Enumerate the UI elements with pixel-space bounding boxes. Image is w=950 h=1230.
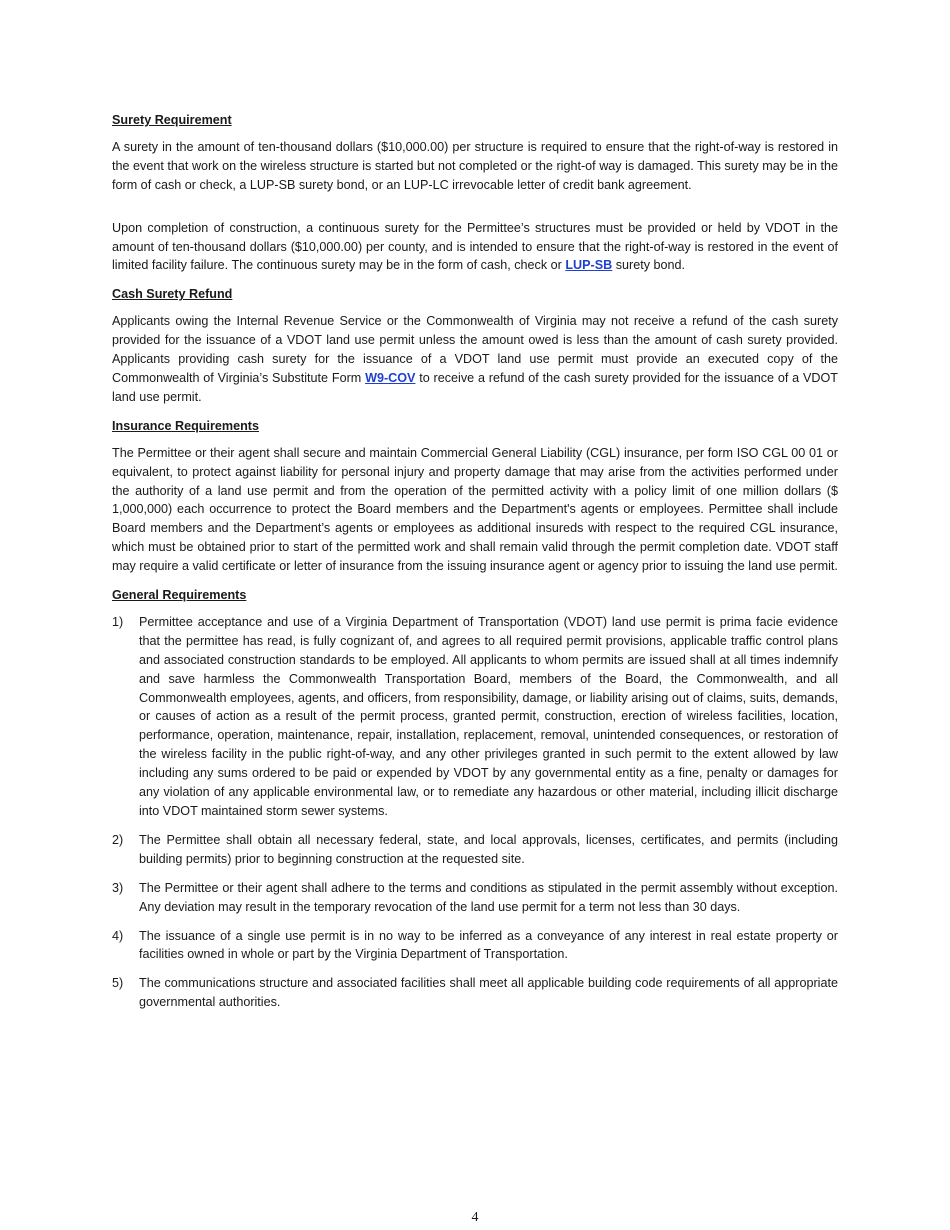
surety-heading: Surety Requirement [112,113,232,127]
general-heading: General Requirements [112,588,247,603]
cash-refund-tail: to receive a refund of the cash surety provided for the issuance of a VDOT land use permit. [112,370,838,404]
list-item-text: The communications structure and associated facilities shall meet all applicable building code requirements of all appropriate governmental authorities. [139,976,838,1010]
surety-paragraph-1: A surety in the amount of ten-thousand dollars ($10,000.00) per structure is required to ensure that the right-of-way is restored in the event that work on the wireless structure is started but not completed or the right-of way is damaged. This surety may be in the form of cash or check, a LUP-SB surety bond, or an LUP-LC irrevocable letter of credit bank agreement. [112,139,838,192]
surety-p2-text: Upon completion of construction, a continuous surety for the Permittee’s structures must be provided or held by VDOT in the amount of ten-thousand dollars ($10,000.00) per county, and is intended to ensure that the right-of-way is restored in the event of limited facility failure. The continuous surety may be in the form of cash, check or [112,220,838,273]
surety-p2-tail: surety bond. [612,258,686,273]
list-item [112,613,838,821]
list-item-text: Permittee acceptance and use of a Virginia Department of Transportation (VDOT) land use permit is prima facie evidence that the permittee has read, is fully cognizant of, and agrees to all required permit provisions, applicable traffic control plans and associated construction standards to be employed. All applicants to whom permits are issued shall at all times indemnify and save harmless the Commonwealth Transportation Board, members of the Board, the Commonwealth, and all Commonwealth employees, agents, and officers, from responsibility, damage, or liability arising out of claims, suits, demands, or causes of action as a result of the permit process, granted permit, construction, erection of wireless facilities, location, performance, operation, maintenance, repair, installation, replacement, removal, unintended consequences, or restoration of the wireless facility in the public right-of-way, and any other privileges granted in such permit to the extent allowed by law including any sums ordered to be paid or expended by VDOT by any governmental entity as a fine, penalty or damages for any violation of any applicable environmental law, or to remediate any hazardous or other material, including illicit discharge into VDOT maintained storm sewer systems. [139,614,838,818]
list-item-number: 1) [112,614,124,629]
cash-refund-text: Applicants owing the Internal Revenue Service or the Commonwealth of Virginia may not receive a refund of the cash surety provided for the issuance of a VDOT land use permit unless the amount owed is less than the amount of cash surety provided. Applicants providing cash surety for the issuance of a VDOT land use permit must provide an executed copy of the Commonwealth of Virginia’s Substitute Form [112,314,838,385]
page-number: 4 [471,1210,479,1225]
insurance-heading: Insurance Requirements [112,418,259,433]
lup-sb-link[interactable]: LUP-SB [565,258,613,273]
insurance-paragraph: The Permittee or their agent shall secure and maintain Commercial General Liability (CGL) insurance, per form ISO CGL 00 01 or equivalent, to protect against liability for personal injury and property damage that may arise from the activities performed under the authority of a land use permit and from the operation of the permitted activity with a policy limit of one million dollars ($ 1,000,000) each occurrence to protect the Board members and the Department's agents or employees. Permittee shall include Board members and the Department’s agents or employees as additional insureds with respect to the required CGL insurance, which must be obtained prior to start of the permitted work and shall remain valid through the permit completion date. VDOT staff may require a valid certificate or letter of insurance from the issuing insurance agent or agency prior to issuing the land use permit. [112,445,838,574]
list-item-text: The Permittee shall obtain all necessary federal, state, and local approvals, licenses, certificates, and permits (including building permits) prior to beginning construction at the requested site. [139,832,838,866]
list-item-text: The issuance of a single use permit is in no way to be inferred as a conveyance of any interest in real estate property or facilities owned in whole or part by the Virginia Department of Transportation. [139,928,838,962]
w9-cov-link[interactable]: W9-COV [365,370,416,385]
list-item-number: 5) [112,976,124,991]
document-page [112,111,838,1022]
cash-refund-heading: Cash Surety Refund [112,287,233,302]
list-item-number: 2) [112,832,124,847]
list-item-number: 3) [112,880,124,895]
list-item [112,831,838,869]
list-item-number: 4) [112,928,124,943]
list-item [112,927,838,965]
cash-refund-paragraph [112,312,838,407]
list-item-text: The Permittee or their agent shall adhere to the terms and conditions as stipulated in the permit assembly without exception. Any deviation may result in the temporary revocation of the land use permit for a term not less than 30 days. [139,880,838,914]
general-requirements-list [112,613,838,1012]
list-item [112,879,838,917]
surety-paragraph-2 [112,219,838,276]
list-item [112,974,838,1012]
